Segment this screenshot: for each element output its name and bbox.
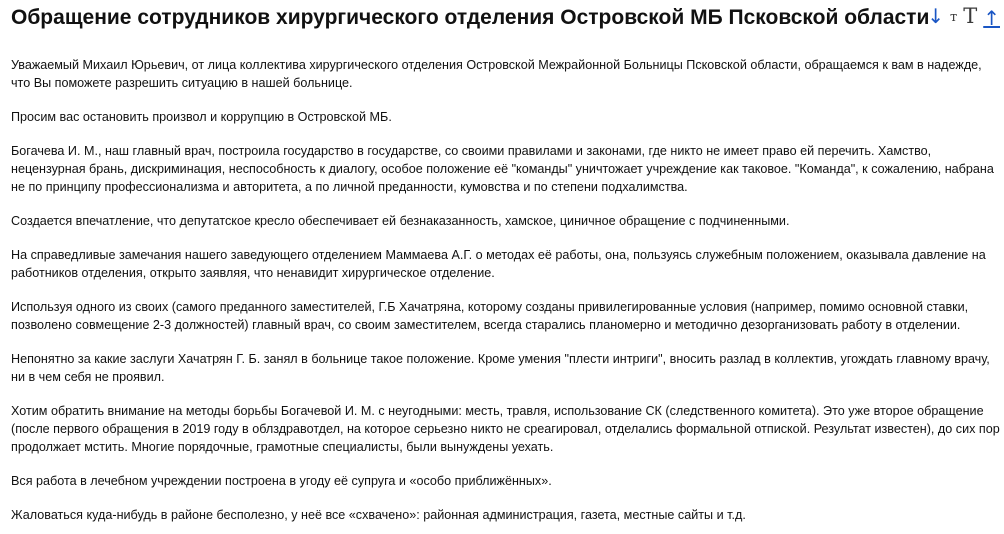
paragraph: Уважаемый Михаил Юрьевич, от лица коллектива хирургического отделения Островской Межрайонной Больницы Псковской области, обращаемся к вам в надежде, что Вы поможете разрешить ситуацию в нашей больнице. bbox=[11, 58, 982, 90]
font-larger-icon[interactable]: Т bbox=[963, 4, 978, 28]
paragraph: Создается впечатление, что депутатское кресло обеспечивает ей безнаказанность, хамское, циничное обращение с подчиненными. bbox=[11, 214, 790, 228]
paragraph: Вся работа в лечебном учреждении построена в угоду её супруга и «особо приближённых». bbox=[11, 474, 552, 488]
paragraph: Используя одного из своих (самого преданного заместителей, Г.Б Хачатряна, которому созданы привилегированные условия (например, помимо основной ставки, позволено совмещение 2-3 должностей) главный врач, со своим заместителем, всегда старались планомерно и методично дезорганизовать работу в отделении. bbox=[11, 300, 969, 332]
paragraph: На справедливые замечания нашего заведующего отделением Маммаева А.Г. о методах её работы, она, пользуясь служебным положением, оказывала давление на работников отделения, открыто заявляя, что ненавидит хирургическое отделение. bbox=[11, 248, 986, 280]
paragraph: Жаловаться куда-нибудь в районе бесполезно, у неё все «схвачено»: районная администрация, газета, местные сайты и т.д. bbox=[11, 508, 746, 522]
page-title: Обращение сотрудников хирургического отделения Островской МБ Псковской области bbox=[11, 6, 930, 29]
scroll-up-icon[interactable]: ↑ bbox=[983, 6, 1000, 30]
scroll-down-icon[interactable]: ↓ bbox=[927, 4, 945, 28]
article-toolbar bbox=[927, 2, 1000, 30]
paragraph: Хотим обратить внимание на методы борьбы Богачевой И. М. с неугодными: месть, травля, использование СК (следственного комитета). Это уже второе обращение (после первого обращения в 2019 году в облздравотдел, на которое серьезно никто не среагировал, отделались формальной отпиской. Результат известен), до сих пор продолжает мстить. Многие порядочные, грамотные специалисты, были вынуждены уехать. bbox=[11, 404, 1000, 454]
paragraph: Богачева И. М., наш главный врач, построила государство в государстве, со своими правилами и законами, где никто не имеет право ей перечить. Хамство, нецензурная брань, дискриминация, неспособность к диалогу, особое положение её "команды" уничтожает учреждение как таковое. "Команда", к сожалению, набрана не по принципу профессионализма и авторитета, а по личной преданности, кумовства и по степени подхалимства. bbox=[11, 144, 994, 194]
paragraph: Просим вас остановить произвол и коррупцию в Островской МБ. bbox=[11, 110, 392, 124]
paragraph: Непонятно за какие заслуги Хачатрян Г. Б. занял в больнице такое положение. Кроме умения "плести интриги", вносить разлад в коллектив, угождать главному врачу, ни в чем себя не проявил. bbox=[11, 352, 990, 384]
article-body bbox=[11, 56, 1001, 534]
font-smaller-icon[interactable]: т bbox=[950, 10, 958, 25]
